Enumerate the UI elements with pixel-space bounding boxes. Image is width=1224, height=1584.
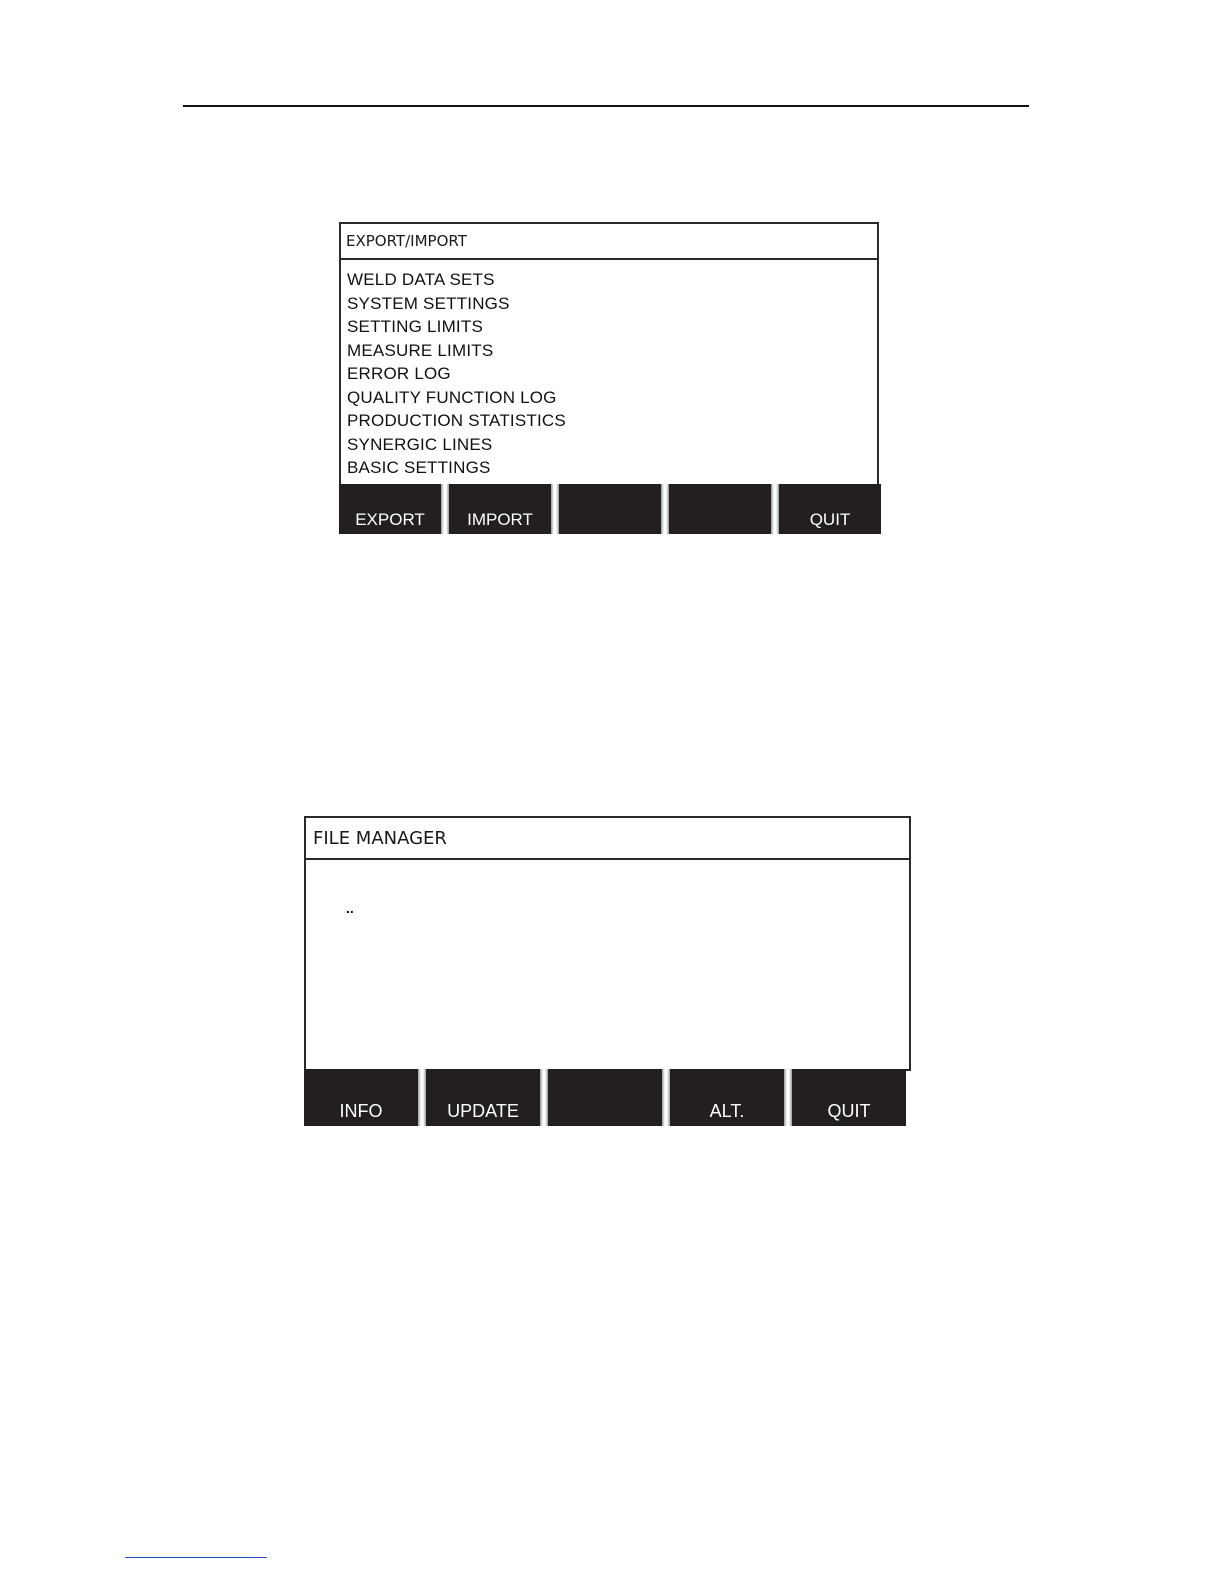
export-import-screen — [339, 222, 879, 529]
parent-directory-entry[interactable]: .. — [346, 900, 354, 916]
menu-item-weld-data-sets[interactable]: WELD DATA SETS — [347, 270, 495, 289]
export-import-softkey-bar — [339, 484, 881, 534]
alt-button[interactable]: ALT. — [670, 1069, 784, 1126]
softkey-4-blank[interactable] — [669, 484, 771, 534]
file-manager-screen — [304, 816, 911, 1121]
import-button[interactable]: IMPORT — [449, 484, 551, 534]
footer-rule — [125, 1557, 267, 1558]
menu-item-system-settings[interactable]: SYSTEM SETTINGS — [347, 293, 510, 313]
softkey-3-blank[interactable] — [559, 484, 661, 534]
file-manager-title: FILE MANAGER — [306, 818, 909, 860]
file-manager-softkey-bar — [304, 1069, 906, 1126]
update-button[interactable]: UPDATE — [426, 1069, 540, 1126]
softkey-3-blank[interactable] — [548, 1069, 662, 1126]
menu-item-error-log[interactable]: ERROR LOG — [347, 364, 451, 383]
menu-item-measure-limits[interactable]: MEASURE LIMITS — [347, 340, 494, 360]
menu-item-basic-settings[interactable]: BASIC SETTINGS — [347, 458, 491, 477]
menu-item-quality-function-log[interactable]: QUALITY FUNCTION LOG — [347, 387, 557, 407]
export-button[interactable]: EXPORT — [339, 484, 441, 534]
menu-item-production-statistics[interactable]: PRODUCTION STATISTICS — [347, 411, 566, 430]
quit-button[interactable]: QUIT — [792, 1069, 906, 1126]
export-import-title: EXPORT/IMPORT — [341, 224, 877, 260]
quit-button[interactable]: QUIT — [779, 484, 881, 534]
header-rule — [183, 105, 1029, 107]
export-import-menu — [341, 260, 877, 480]
menu-item-synergic-lines[interactable]: SYNERGIC LINES — [347, 434, 493, 454]
info-button[interactable]: INFO — [304, 1069, 418, 1126]
menu-item-setting-limits[interactable]: SETTING LIMITS — [347, 317, 483, 336]
